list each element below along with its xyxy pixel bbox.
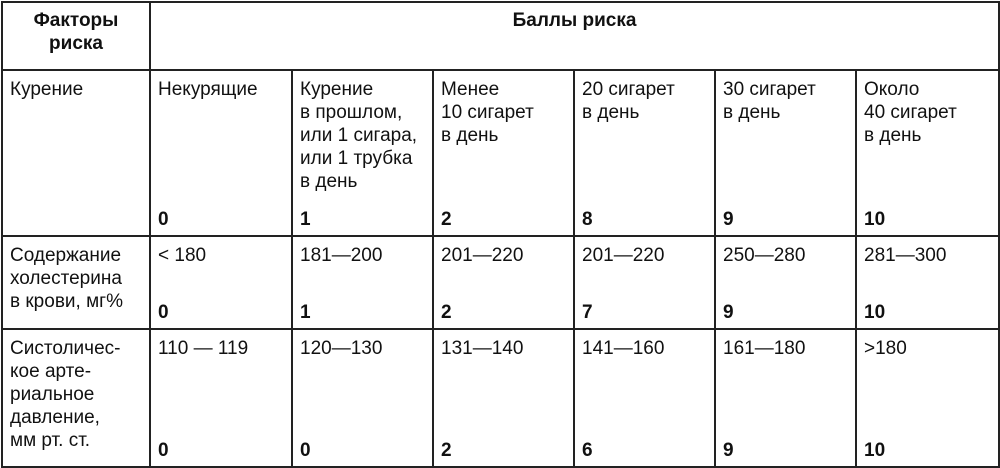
cell-line: Курение	[300, 79, 374, 100]
risk-score: 0	[158, 209, 169, 230]
row-label	[2, 70, 150, 236]
risk-score: 2	[441, 440, 452, 461]
cell-line: 281—300	[864, 245, 947, 266]
cell-line: 250—280	[723, 245, 806, 266]
cell-line: Менее	[441, 79, 500, 100]
row-label	[2, 329, 150, 467]
table-cell	[433, 70, 574, 236]
row-label-line: Курение	[10, 79, 84, 100]
cell-line: в день	[723, 102, 781, 123]
cell-line: 141—160	[582, 338, 665, 359]
row-label-line: Систоличес-	[10, 338, 121, 359]
table-cell	[150, 236, 292, 329]
cell-line: 201—220	[582, 245, 665, 266]
cell-line: 201—220	[441, 245, 524, 266]
table-cell	[715, 329, 856, 467]
cell-line: в прошлом,	[300, 102, 403, 123]
cell-line: в день	[300, 171, 358, 192]
cell-line: 161—180	[723, 338, 806, 359]
table-cell	[715, 236, 856, 329]
table-cell	[574, 329, 715, 467]
cell-line: в день	[441, 125, 499, 146]
risk-score: 2	[441, 302, 452, 323]
cell-line: 181—200	[300, 245, 383, 266]
risk-score: 0	[300, 440, 311, 461]
risk-score: 9	[723, 302, 734, 323]
cell-line: 110 — 119	[158, 338, 249, 359]
table-cell	[856, 236, 999, 329]
row-label-line: мм рт. ст.	[10, 430, 91, 451]
points-header: Баллы риска	[150, 2, 999, 70]
row-label-line: Содержание	[10, 245, 122, 266]
risk-score: 0	[158, 440, 169, 461]
risk-score: 10	[864, 440, 886, 461]
factors-header	[2, 2, 150, 70]
table-cell	[292, 329, 433, 467]
table-cell	[292, 70, 433, 236]
risk-score: 10	[864, 302, 886, 323]
cell-line: в день	[582, 102, 640, 123]
risk-score: 2	[441, 209, 452, 230]
risk-score: 6	[582, 440, 593, 461]
cell-line: >180	[864, 338, 907, 359]
row-label-line: кое арте-	[10, 361, 92, 382]
row-label	[2, 236, 150, 329]
table-cell	[150, 70, 292, 236]
cell-line: 30 сигарет	[723, 79, 816, 100]
cell-line: 131—140	[441, 338, 524, 359]
table-cell	[574, 70, 715, 236]
table-row-smoking	[2, 70, 999, 236]
table-cell	[715, 70, 856, 236]
table-cell	[433, 329, 574, 467]
risk-score: 1	[300, 302, 311, 323]
cell-line: Около	[864, 79, 920, 100]
cell-line: 120—130	[300, 338, 383, 359]
cell-line: или 1 трубка	[300, 148, 413, 169]
factors-header-line: Факторы	[33, 10, 119, 31]
cell-line: в день	[864, 125, 922, 146]
row-label-line: давление,	[10, 407, 100, 428]
cell-line: Некурящие	[158, 79, 258, 100]
table-row-cholesterol	[2, 236, 999, 329]
table-cell	[150, 329, 292, 467]
risk-score: 0	[158, 302, 169, 323]
table-cell	[856, 70, 999, 236]
risk-score: 9	[723, 209, 734, 230]
cell-line: или 1 сигара,	[300, 125, 418, 146]
cell-line: 40 сигарет	[864, 102, 957, 123]
cell-line: 20 сигарет	[582, 79, 675, 100]
table-cell	[433, 236, 574, 329]
risk-factors-table	[1, 1, 1000, 468]
risk-score: 1	[300, 209, 311, 230]
cell-line: 10 сигарет	[441, 102, 534, 123]
table-cell	[574, 236, 715, 329]
row-label-line: в крови, мг%	[10, 291, 123, 312]
risk-score: 7	[582, 302, 593, 323]
risk-score: 8	[582, 209, 593, 230]
table-cell	[856, 329, 999, 467]
row-label-line: риальное	[10, 384, 95, 405]
table-row-blood-pressure	[2, 329, 999, 467]
risk-score: 9	[723, 440, 734, 461]
factors-header-line: риска	[49, 33, 103, 54]
header-row	[2, 2, 999, 70]
risk-score: 10	[864, 209, 886, 230]
cell-line: < 180	[158, 245, 207, 266]
table-cell	[292, 236, 433, 329]
row-label-line: холестерина	[10, 268, 122, 289]
